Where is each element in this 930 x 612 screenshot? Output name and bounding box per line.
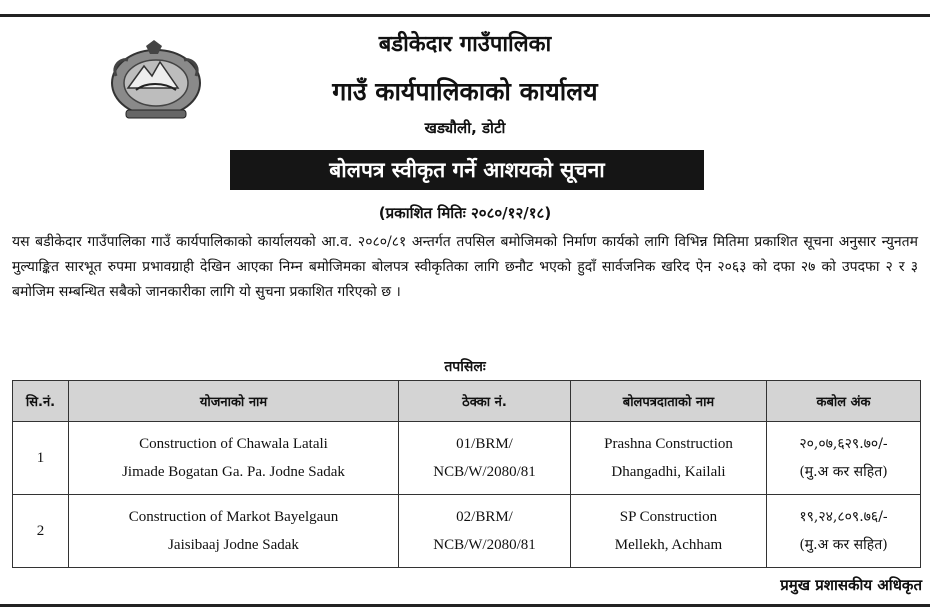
table-header-row	[13, 381, 921, 422]
header-bidder: बोलपत्रदाताको नाम	[571, 381, 767, 422]
amount-note: (मु.अ कर सहित)	[799, 464, 888, 480]
table-row	[13, 495, 921, 568]
project-line: Construction of Chawala Latali	[139, 436, 328, 452]
bottom-rule	[0, 604, 930, 607]
bidder-line: Dhangadhi, Kailali	[611, 464, 726, 480]
contract-line: NCB/W/2080/81	[433, 464, 536, 480]
header-sn: सि.नं.	[13, 381, 69, 422]
bidder-line: SP Construction	[619, 509, 718, 525]
cell-bidder	[571, 422, 767, 495]
cell-amount	[767, 422, 921, 495]
notice-title: बोलपत्र स्वीकृत गर्ने आशयको सूचना	[230, 150, 704, 190]
header-contract: ठेक्का नं.	[399, 381, 571, 422]
org-name: बडीकेदार गाउँपालिका	[378, 32, 552, 57]
table-row	[13, 422, 921, 495]
address: खड्यौली, डोटी	[424, 119, 506, 137]
tender-table	[12, 380, 921, 568]
cell-sn: 2	[13, 495, 69, 568]
amount-line: १९,२४,८०९.७६/-	[799, 509, 888, 525]
project-line: Jaisibaaj Jodne Sadak	[168, 537, 299, 553]
amount-note: (मु.अ कर सहित)	[799, 537, 888, 553]
project-line: Construction of Markot Bayelgaun	[128, 509, 339, 525]
office-name: गाउँ कार्यपालिकाको कार्यालय	[332, 77, 598, 106]
cell-project	[69, 495, 399, 568]
amount-line: २०,०७,६२९.७०/-	[799, 436, 888, 452]
cell-contract	[399, 495, 571, 568]
top-rule	[0, 14, 930, 17]
contract-line: 02/BRM/	[456, 509, 513, 525]
contract-line: 01/BRM/	[456, 436, 513, 452]
signatory: प्रमुख प्रशासकीय अधिकृत	[780, 576, 922, 594]
cell-sn: 1	[13, 422, 69, 495]
notice-body: यस बडीकेदार गाउँपालिका गाउँ कार्यपालिकाको कार्यालयको आ.व. २०८०/८१ अन्तर्गत तपसिल बमोजिमको निर्माण कार्यको लागि विभिन्न मितिमा प्रकाशित सूचना अनुसार न्युनतम मुल्याङ्कित सारभूत रुपमा प्रभावग्राही देखिन आएका निम्न बमोजिमका बोलपत्र स्वीकृतिका लागि छनौट भएको हुदाँ सार्वजनिक खरिद ऐन २०६३ को दफा २७ को उपदफा २ र ३ बमोजिम सम्बन्धित सबैको जानकारीका लागि यो सुचना प्रकाशित गरिएको छ ।	[12, 234, 918, 300]
schedule-label: तपसिलः	[444, 359, 486, 375]
cell-bidder	[571, 495, 767, 568]
header-amount: कबोल अंक	[767, 381, 921, 422]
published-date: (प्रकाशित मितिः २०८०/१२/१८)	[378, 204, 552, 222]
project-line: Jimade Bogatan Ga. Pa. Jodne Sadak	[122, 464, 345, 480]
bidder-line: Mellekh, Achham	[614, 537, 723, 553]
cell-project	[69, 422, 399, 495]
contract-line: NCB/W/2080/81	[433, 537, 536, 553]
cell-contract	[399, 422, 571, 495]
header-project: योजनाको नाम	[69, 381, 399, 422]
bidder-line: Prashna Construction	[604, 436, 733, 452]
cell-amount	[767, 495, 921, 568]
